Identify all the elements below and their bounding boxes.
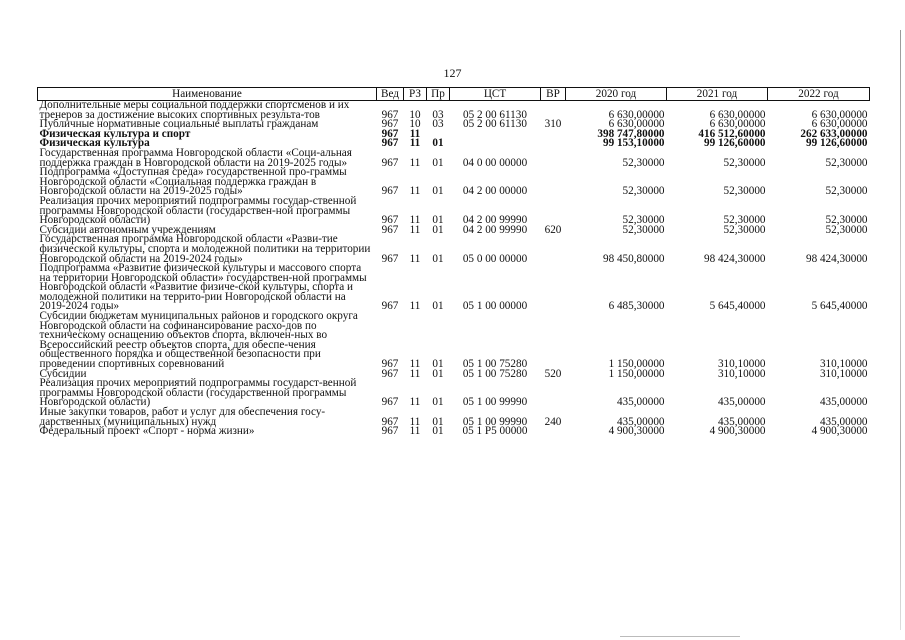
row-amount-2020: 6 630,00000 — [608, 108, 665, 121]
row-pr: 01 — [432, 137, 444, 150]
header-name: Наименование — [38, 88, 377, 101]
row-ved: 967 — [381, 137, 399, 150]
row-amount-2020: 6 630,00000 — [608, 118, 665, 131]
row-name: Государственная программа Новгородской области «Разви-тие физической культуры, спорта и молодежной политики на территории Новгородской области на 2019-2024 годы» — [39, 233, 371, 265]
row-vr — [541, 149, 566, 168]
row-pr: 01 — [432, 425, 444, 438]
row-cst: 05 1 00 99990 — [462, 396, 528, 409]
row-name: Федеральный проект «Спорт - норма жизни» — [39, 425, 255, 438]
row-ved: 967 — [381, 118, 399, 131]
row-vr — [541, 168, 566, 197]
row-cst: 05 1 00 00000 — [462, 300, 528, 313]
row-amount-2021: 52,30000 — [723, 223, 766, 236]
row-pr: 01 — [432, 367, 444, 380]
row-amount-2022: 98 424,30000 — [805, 252, 868, 265]
row-amount-2022: 5 645,40000 — [811, 300, 868, 313]
row-amount-2022: 99 126,60000 — [805, 137, 868, 150]
row-pr: 01 — [432, 358, 444, 371]
row-vr: 240 — [544, 415, 562, 428]
row-amount-2022: 6 630,00000 — [811, 108, 868, 121]
row-rz: 11 — [409, 127, 421, 140]
row-ved: 967 — [381, 156, 399, 169]
table-row — [38, 264, 870, 312]
row-amount-2020: 52,30000 — [622, 214, 665, 227]
row-rz: 11 — [409, 185, 421, 198]
row-rz: 11 — [409, 137, 421, 150]
row-amount-2020: 52,30000 — [622, 223, 665, 236]
row-amount-2021: 52,30000 — [723, 185, 766, 198]
row-name: Подпрограмма «Развитие физической культуры и массового спорта на территории Новгородской области» государствен-ной программы Новгородской области «Развитие физиче-ской культуры, спорта и молодежной политики на террито-рии Новгородской области на 2019-2024 годы» — [39, 262, 367, 313]
row-amount-2020: 1 150,00000 — [608, 367, 665, 380]
row-amount-2022: 6 630,00000 — [811, 118, 868, 131]
row-amount-2021: 435,00000 — [717, 396, 766, 409]
row-amount-2022: 435,00000 — [819, 396, 868, 409]
row-amount-2021: 5 645,40000 — [709, 300, 766, 313]
row-amount-2020: 398 747,80000 — [597, 127, 665, 140]
row-rz: 11 — [409, 425, 421, 438]
row-vr — [541, 312, 566, 370]
row-pr: 01 — [432, 185, 444, 198]
budget-table — [37, 87, 870, 437]
row-cst: 05 2 00 61130 — [463, 108, 527, 121]
row-amount-2021: 310,10000 — [717, 358, 766, 371]
row-amount-2020: 52,30000 — [622, 156, 665, 169]
row-pr: 01 — [432, 223, 444, 236]
row-pr: 01 — [432, 415, 444, 428]
row-rz: 11 — [409, 300, 421, 313]
row-name: Физическая культура и спорт — [39, 127, 191, 140]
row-rz: 11 — [409, 156, 421, 169]
row-pr: 01 — [432, 214, 444, 227]
row-rz: 11 — [409, 214, 421, 227]
row-rz: 10 — [409, 118, 421, 131]
row-name: Государственная программа Новгородской области «Соци-альная поддержка граждан в Новгородской области на 2019-2025 годы» — [39, 146, 352, 169]
row-name: Субсидии автономным учреждениям — [39, 223, 216, 236]
row-vr — [541, 427, 566, 437]
row-pr: 03 — [432, 108, 444, 121]
table-row — [38, 379, 870, 408]
row-name: Иные закупки товаров, работ и услуг для обеспечения госу-дарственных (муниципальных) нужд — [39, 406, 326, 428]
row-amount-2021: 435,00000 — [717, 415, 766, 428]
row-ved: 967 — [381, 214, 399, 227]
row-cst: 05 2 00 61130 — [463, 118, 527, 131]
row-vr: 520 — [544, 367, 562, 380]
row-vr: 620 — [544, 223, 562, 236]
row-amount-2021: 98 424,30000 — [703, 252, 766, 265]
row-ved: 967 — [381, 108, 399, 121]
row-rz: 11 — [409, 396, 421, 409]
row-rz: 10 — [409, 108, 421, 121]
row-name: Физическая культура — [39, 137, 150, 150]
row-ved: 967 — [381, 367, 399, 380]
row-ved: 967 — [381, 300, 399, 313]
header-ved: Вед — [377, 88, 404, 101]
row-vr — [541, 130, 566, 140]
row-ved: 967 — [381, 415, 399, 428]
header-pr: Пр — [427, 88, 450, 101]
row-amount-2021: 6 630,00000 — [709, 118, 766, 131]
row-cst — [450, 139, 541, 149]
row-amount-2022: 52,30000 — [825, 223, 868, 236]
row-name: Публичные нормативные социальные выплаты гражданам — [39, 118, 319, 131]
table-row — [38, 197, 870, 226]
row-cst: 05 1 00 99990 — [462, 415, 528, 428]
row-ved: 967 — [381, 127, 399, 140]
row-name: Реализация прочих мероприятий подпрограммы государ-ственной программы Новгородской области (государствен-ной программы Новгородской области) — [39, 194, 357, 227]
table-row — [38, 168, 870, 197]
row-vr — [541, 139, 566, 149]
row-cst: 05 1 00 75280 — [462, 358, 528, 371]
row-ved: 967 — [381, 185, 399, 198]
row-name: Субсидии бюджетам муниципальных районов и городского округа Новгородской области на софинансирование расхо-дов по техническому оснащению объектов спорта, включен-ных во Всероссийский реестр объектов спорта, для обеспе-чения общественного порядка и общественной безопасности при проведении спортивных соревнований — [39, 310, 358, 371]
row-amount-2022: 310,10000 — [819, 367, 868, 380]
row-cst: 04 2 00 99990 — [462, 223, 528, 236]
row-ved: 967 — [381, 396, 399, 409]
row-cst: 05 1 P5 00000 — [462, 425, 528, 438]
row-pr: 01 — [432, 156, 444, 169]
row-ved: 967 — [381, 358, 399, 371]
row-cst: 04 2 00 00000 — [462, 185, 528, 198]
row-amount-2020: 98 450,80000 — [602, 252, 665, 265]
row-vr — [541, 197, 566, 226]
row-amount-2022: 435,00000 — [819, 415, 868, 428]
row-vr — [541, 235, 566, 264]
row-amount-2020: 1 150,00000 — [608, 358, 665, 371]
row-amount-2022: 4 900,30000 — [811, 425, 868, 438]
header-vr: ВР — [541, 88, 566, 101]
header-2021: 2021 год — [667, 88, 768, 101]
row-amount-2021: 4 900,30000 — [709, 425, 766, 438]
row-rz: 11 — [409, 358, 421, 371]
row-rz: 11 — [409, 415, 421, 428]
row-amount-2022: 262 633,00000 — [800, 127, 868, 140]
row-amount-2021: 416 512,60000 — [698, 127, 766, 140]
table-row — [38, 312, 870, 370]
row-amount-2020: 435,00000 — [616, 396, 665, 409]
row-amount-2021: 310,10000 — [717, 367, 766, 380]
scan-edge-line — [900, 30, 901, 630]
row-vr — [541, 264, 566, 312]
table-row — [38, 235, 870, 264]
row-ved: 967 — [381, 252, 399, 265]
header-2020: 2020 год — [566, 88, 667, 101]
row-amount-2021: 6 630,00000 — [709, 108, 766, 121]
row-pr: 01 — [432, 396, 444, 409]
row-cst: 04 0 00 00000 — [462, 156, 528, 169]
row-amount-2021: 52,30000 — [723, 156, 766, 169]
row-cst: 05 0 00 00000 — [462, 252, 528, 265]
row-amount-2022: 310,10000 — [819, 358, 868, 371]
row-pr: 03 — [432, 118, 444, 131]
row-name: Субсидии — [39, 367, 87, 380]
row-rz: 11 — [409, 367, 421, 380]
row-pr: 01 — [432, 300, 444, 313]
page-number: 127 — [443, 66, 462, 80]
row-pr: 01 — [432, 252, 444, 265]
row-amount-2020: 6 485,30000 — [608, 300, 665, 313]
row-amount-2020: 4 900,30000 — [608, 425, 665, 438]
header-2022: 2022 год — [768, 88, 870, 101]
row-vr: 310 — [544, 118, 562, 131]
row-amount-2021: 52,30000 — [723, 214, 766, 227]
row-ved: 967 — [381, 223, 399, 236]
row-amount-2022: 52,30000 — [825, 214, 868, 227]
row-cst: 04 2 00 99990 — [462, 214, 528, 227]
table-row — [38, 427, 870, 437]
scan-bottom-line — [620, 636, 740, 637]
row-name: Подпрограмма «Доступная среда» государственной про-граммы Новгородской области «Социальная поддержка граждан в Новгородской области на 2019-2025 годы» — [39, 166, 347, 198]
row-ved: 967 — [381, 425, 399, 438]
row-amount-2022: 52,30000 — [825, 156, 868, 169]
row-amount-2021: 99 126,60000 — [703, 137, 766, 150]
row-amount-2020: 435,00000 — [616, 415, 665, 428]
row-amount-2020: 52,30000 — [622, 185, 665, 198]
row-cst: 05 1 00 75280 — [462, 367, 528, 380]
row-name: Дополнительные меры социальной поддержки спортсменов и их тренеров за достижение высоких спортивных результа-тов — [39, 99, 350, 121]
row-amount-2022: 52,30000 — [825, 185, 868, 198]
header-rz: РЗ — [404, 88, 427, 101]
row-cst — [450, 130, 541, 140]
row-rz: 11 — [409, 252, 421, 265]
row-rz: 11 — [409, 223, 421, 236]
header-cst: ЦСТ — [450, 88, 541, 101]
row-amount-2020: 99 153,10000 — [602, 137, 665, 150]
row-vr — [541, 379, 566, 408]
row-name: Реализация прочих мероприятий подпрограммы государст-венной программы Новгородской области (государственной программы Новгородской области) — [39, 377, 357, 409]
